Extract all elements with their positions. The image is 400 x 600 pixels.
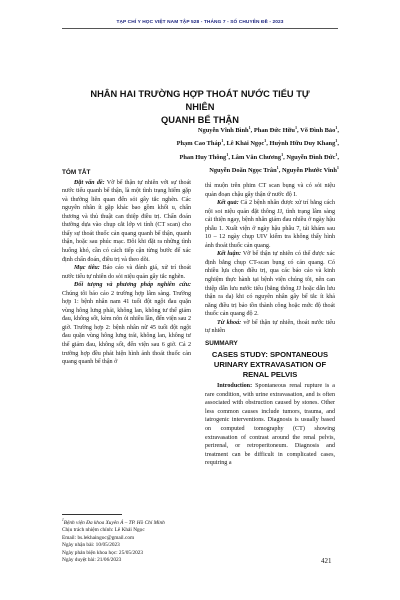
- author: Lê Khải Ngọc$^1$,: [226, 138, 270, 148]
- author: Võ Đình Bảo$^1$,: [300, 125, 339, 135]
- abstract-background: Đặt vấn đề: Vỡ bể thận tự nhiên với sự thoát nước tiểu quanh bể thận, là một tình trạng hiếm gặp và thường liên quan đến sỏi gây tắc nghẽn. Các nguyên nhân ít gặp khác bao gồm khối u, chấn thương và thủ thuật can thiệp điều trị. Chẩn đoán thường dựa vào chụp cắt lớp vi tính (CT scan) cho thấy sự thoát thuốc cản quang quanh bể thận, quanh thận, hoặc sau phúc mạc. Đôi khi đặt ra những tình huống khó, cần có cách tiếp cận từng bước để xác định chẩn đoán, điều trị và theo dõi.: [62, 179, 191, 263]
- affiliation-note: $^1$Bệnh viện Đa khoa Xuyên Á – TP. Hồ Chí Minh: [62, 518, 165, 526]
- author: Nguyễn Đình Đức$^1$,: [286, 151, 339, 161]
- author: Huỳnh Hữu Duy Khang$^1$,: [269, 138, 339, 148]
- author: Phan Đức Hữu$^1$,: [253, 125, 301, 135]
- date-approved: Ngày duyệt bài: 21/06/2023: [62, 557, 122, 564]
- page-number: 421: [321, 557, 332, 565]
- abstract-results: Kết quả: Cả 2 bệnh nhân được xử trí bằng cách nội soi niệu quản đặt thông JJ, tình trạng lâm sàng cải thiện ngay, bệnh nhân giảm đau nhiều ở ngày hậu phẫu 1. Xuất viện ở ngày hậu phẫu 7, tái khám sau 10 – 12 ngày chụp UIV kiểm tra không thấy hình ảnh thoát thuốc cản quang.: [205, 200, 335, 249]
- title-line-1: NHÂN HAI TRƯỜNG HỢP THOÁT NƯỚC TIỂU TỰ NHIÊN: [90, 89, 310, 112]
- abstract-methods: Đối tượng và phương pháp nghiên cứu: Chúng tôi báo cáo 2 trường hợp lâm sàng. Trường hợp 1: bệnh nhân nam 41 tuổi đột ngột đau quặn vùng hông lưng phải, không lan, không tư thế giảm đau, không sốt, kèm nôn ói nhiều lần, đến viện sau 2 giờ. Trường hợp 2: bệnh nhân nữ 45 tuổi đột ngột đau quặn vùng hông lưng trái, không lan, không tư thế giảm đau, không sốt, đến viện sau 6 giờ. Cả 2 trường hợp đều phát hiện hình ảnh thoát thuốc cản quang quanh bể thận ở: [62, 282, 191, 366]
- article-title: [80, 88, 320, 127]
- date-reviewed: Ngày phản biện khoa học: 25/05/2023: [62, 549, 144, 556]
- abstract-conclusion: Kết luận: Vỡ bể thận tự nhiên có thể được xác định bằng chụp CT-scan bụng có cản quang. Có nhiều lựa chọn điều trị, qua các báo cáo và kinh nghiệm thực hành tại bệnh viện chúng tôi, nên can thiệp dẫn lưu nước tiểu (bằng thông JJ hoặc dẫn lưu thận ra da) khi có nguyên nhân gây bế tắc ít khả năng điều trị bảo tồn thành công hoặc mức độ thoát thuốc cản quang độ 2.: [205, 251, 335, 318]
- corresponding-author: Chịu trách nhiệm chính: Lê Khải Ngọc: [62, 527, 145, 534]
- left-column: [62, 169, 191, 367]
- author: Nguyễn Phước Vinh$^1$: [281, 164, 339, 175]
- abstract-objective: Mục tiêu: Báo cáo và đánh giá, xử trí thoát nước tiểu tự nhiên do sỏi niệu quản gây tắc nghẽn.: [62, 265, 191, 280]
- keywords: Từ khoá: vỡ bể thận tự nhiên, thoát nước tiểu tự nhiên: [205, 319, 335, 335]
- author: Nguyễn Vĩnh Bình$^1$,: [197, 125, 254, 135]
- summary-heading: SUMMARY: [205, 339, 238, 347]
- footnote-rule: [62, 514, 122, 515]
- author: Nguyễn Doãn Ngọc Trân$^1$,: [209, 164, 282, 175]
- title-line-2: QUANH BỂ THẬN: [161, 115, 239, 125]
- author: Lâm Văn Chương$^1$,: [231, 151, 287, 161]
- footnotes: [62, 517, 192, 565]
- methods-continuation: thì muộn trên phim CT scan bụng và có sỏi niệu quản đoạn chậu gây thận ứ nước độ I.: [205, 183, 335, 198]
- english-title: CASES STUDY: SPONTANEOUS URINARY EXTRAVASATION OF RENAL PELVIS: [211, 350, 329, 379]
- running-head: TẠP CHÍ Y HỌC VIỆT NAM TẬP 528 - THÁNG 7 - SỐ CHUYÊN ĐỀ - 2023: [116, 20, 284, 25]
- date-received: Ngày nhận bài: 10/05/2023: [62, 542, 120, 549]
- author: Phạm Cao Tháp$^1$,: [176, 138, 227, 148]
- author: Phan Huy Thông$^1$,: [179, 151, 232, 161]
- header-rule: [62, 28, 338, 29]
- right-column: [205, 182, 335, 468]
- summary-introduction: Introduction: Spontaneous renal rupture is a rare condition, with urine extravasation, and is often associated with obstruction caused by stones. Other less common causes include tumors, trauma, and iatrogenic interventions. Diagnosis is usually based on computed tomography (CT) showing extravasation of contrast around the renal pelvis, perirenal, or retroperitoneum. Diagnosis and treatment can be difficult in complicated cases, requiring a: [205, 383, 335, 467]
- abstract-heading: TÓM TẮT: [62, 169, 91, 176]
- email: Email: bs.lekhaingoc@gmail.com: [62, 534, 135, 541]
